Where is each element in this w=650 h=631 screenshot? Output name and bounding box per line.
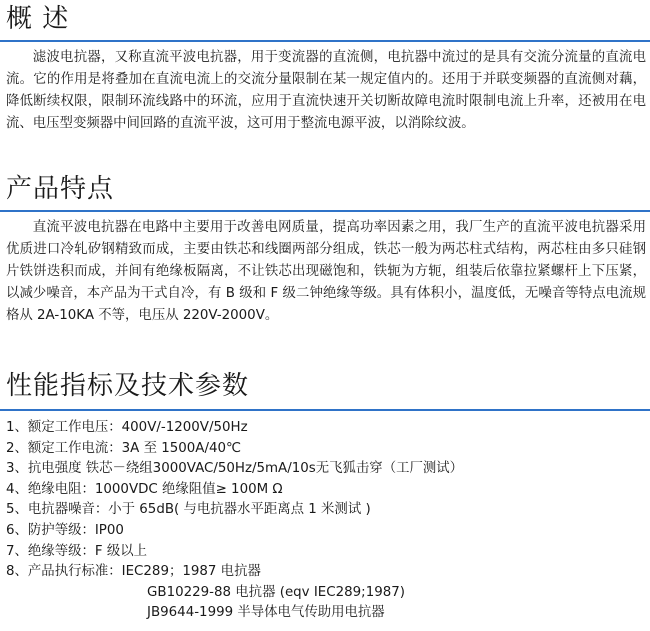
spec-item: 5、电抗器噪音：小于 65dB( 与电抗器水平距离点 1 米测试 ) <box>6 502 371 518</box>
spec-item: 7、绝缘等级：F 级以上 <box>6 543 147 559</box>
features-paragraph: 直流平波电抗器在电路中主要用于改善电网质量，提高功率因素之用，我厂生产的直流平波电抗器采用优质进口冷轧矽钢精致而成，主要由铁芯和线圈两部分组成，铁芯一般为两芯柱式结构，两芯柱由多只硅钢片铁饼迭积而成，并间有绝缘板隔离，不让铁芯出现磁饱和，铁轭为方轭，组装后依靠拉紧螺杆上下压紧，以减少噪音，本产品为干式自冷，有 B 级和 F 级二钟绝缘等级。具有体积小，温度低，无噪音等特点电流规格从 2A-10KA 不等，电压从 220V-2000V。 <box>6 220 646 323</box>
features-divider <box>0 210 650 212</box>
spec-item: 1、额定工作电压：400V/-1200V/50Hz <box>6 420 248 435</box>
overview-section <box>0 0 650 160</box>
features-heading: 产品特点 <box>6 174 115 204</box>
overview-heading: 概 述 <box>6 4 70 34</box>
specs-list <box>6 418 463 624</box>
spec-item: 3、抗电强度 铁芯－绕组3000VAC/50Hz/5mA/10s无飞狐击穿（工厂测试） <box>6 461 464 477</box>
spec-standard-line: GB10229-88 电抗器 (eqv IEC289;1987) <box>147 584 405 600</box>
overview-paragraph: 滤波电抗器，又称直流平波电抗器，用于变流器的直流侧，电抗器中流过的是具有交流分流量的直流电流。它的作用是将叠加在直流电流上的交流分量限制在某一规定值内的。还用于并联变频器的直流侧对藕，降低断续权限，限制环流线路中的环流，应用于直流快速开关切断故障电流时限制电流上升率，还被用在电流、电压型变频器中间回路的直流平波，这可用于整流电源平波，以消除纹波。 <box>6 50 646 131</box>
spec-item: 6、防护等级：IP00 <box>6 522 124 538</box>
specs-section <box>0 369 650 631</box>
overview-divider <box>0 40 650 42</box>
spec-item: 2、额定工作电流：3A 至 1500A/40℃ <box>6 440 242 456</box>
specs-heading: 性能指标及技术参数 <box>6 371 250 401</box>
specs-divider <box>0 409 650 411</box>
spec-item: 4、绝缘电阻：1000VDC 绝缘阻值≥ 100M Ω <box>6 481 283 497</box>
spec-standard-line: JB9644-1999 半导体电气传助用电抗器 <box>147 605 385 621</box>
features-section <box>0 172 650 372</box>
spec-item: 8、产品执行标准：IEC289；1987 电抗器 <box>6 564 261 580</box>
